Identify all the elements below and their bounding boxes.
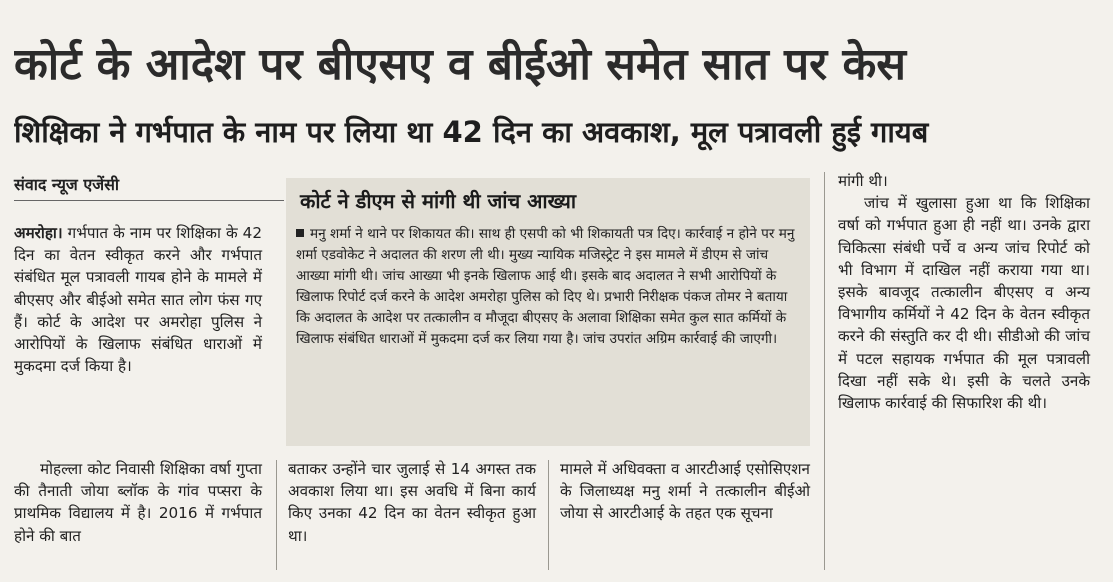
- bullet-square-icon: [296, 229, 304, 237]
- byline: संवाद न्यूज एजेंसी: [14, 170, 284, 201]
- headline: कोर्ट के आदेश पर बीएसए व बीईओ समेत सात पर केस: [14, 39, 906, 90]
- paragraph-investigation: जांच में खुलासा हुआ था कि शिक्षिका वर्षा को गर्भपात हुआ ही नहीं था। उनके द्वारा चिकित्सा संबंधी पर्चे व अन्य जांच रिपोर्ट को भी विभाग में दाखिल नहीं कराया गया था। इसके बावजूद तत्कालीन बीएसए व अन्य विभागीय कर्मियों ने 42 दिन के वेतन स्वीकृत करने की संस्तुति कर दी थी। सीडीओ की जांच में पटल सहायक गर्भपात की मूल पत्रावली दिखा नहीं सके थे। इसी के चलते उनके खिलाफ कार्रवाई की सिफारिश की थी।: [838, 194, 1090, 413]
- box-paragraph: [296, 224, 800, 350]
- column-3: [560, 458, 810, 525]
- column-divider-2: [548, 460, 549, 570]
- dateline: अमरोहा।: [14, 224, 63, 242]
- column-4: [838, 170, 1090, 414]
- subheadline: शिक्षिका ने गर्भपात के नाम पर लिया था 42 दिन का अवकाश, मूल पत्रावली हुई गायब: [14, 115, 929, 149]
- box-text: मनु शर्मा ने थाने पर शिकायत की। साथ ही एसपी को भी शिकायती पत्र दिए। कार्रवाई न होने पर मनु शर्मा एडवोकेट ने अदालत की शरण ली थी। मुख्य न्यायिक मजिस्ट्रेट ने इस मामले में डीएम से जांच आख्या मांगी थी। जांच आख्या भी इनके खिलाफ आई थी। इसके बाद अदालत ने सभी आरोपियों के खिलाफ रिपोर्ट दर्ज करने के आदेश अमरोहा पुलिस को दिए थे। प्रभारी निरीक्षक पंकज तोमर ने बताया कि अदालत के आदेश पर तत्कालीन व मौजूदा बीएसए के अलावा शिक्षिका समेत कुल सात कर्मियों के खिलाफ संबंधित धाराओं में मुकदमा दर्ज कर लिया गया है। जांच उपरांत अग्रिम कार्रवाई की जाएगी।: [296, 226, 795, 347]
- column-1-top: [14, 222, 262, 377]
- paragraph-teacher: मोहल्ला कोट निवासी शिक्षिका वर्षा गुप्ता की तैनाती जोया ब्लॉक के गांव पप्सरा के प्राथमिक विद्यालय में है। 2016 में गर्भपात होने की बात: [14, 460, 262, 545]
- lead-text: गर्भपात के नाम पर शिक्षिका के 42 दिन का वेतन स्वीकृत करने और गर्भपात संबंधित मूल पत्रावली गायब होने के मामले में बीएसए और बीईओ समेत सात लोग फंस गए हैं। कोर्ट के आदेश पर अमरोहा पुलिस ने आरोपियों के खिलाफ संबंधित धाराओं में मुकदमा दर्ज किया है।: [14, 224, 262, 376]
- column-2: [288, 458, 536, 547]
- paragraph-rti: मामले में अधिवक्ता व आरटीआई एसोसिएशन के जिलाध्यक्ष मनु शर्मा ने तत्कालीन बीईओ जोया से आरटीआई के तहत एक सूचना: [560, 460, 810, 523]
- paragraph-lead: [14, 222, 262, 377]
- column-divider-1: [276, 460, 277, 570]
- paragraph-continued: मांगी थी।: [838, 172, 888, 190]
- box-title: कोर्ट ने डीएम से मांगी थी जांच आख्या: [300, 189, 577, 213]
- sidebar-box: [286, 178, 810, 446]
- column-1-bottom: [14, 458, 262, 547]
- box-body: [296, 224, 800, 350]
- paragraph-leave: बताकर उन्होंने चार जुलाई से 14 अगस्त तक अवकाश लिया था। इस अवधि में बिना कार्य किए उनका 42 दिन का वेतन स्वीकृत हुआ था।: [288, 460, 536, 545]
- column-divider-3: [824, 172, 825, 570]
